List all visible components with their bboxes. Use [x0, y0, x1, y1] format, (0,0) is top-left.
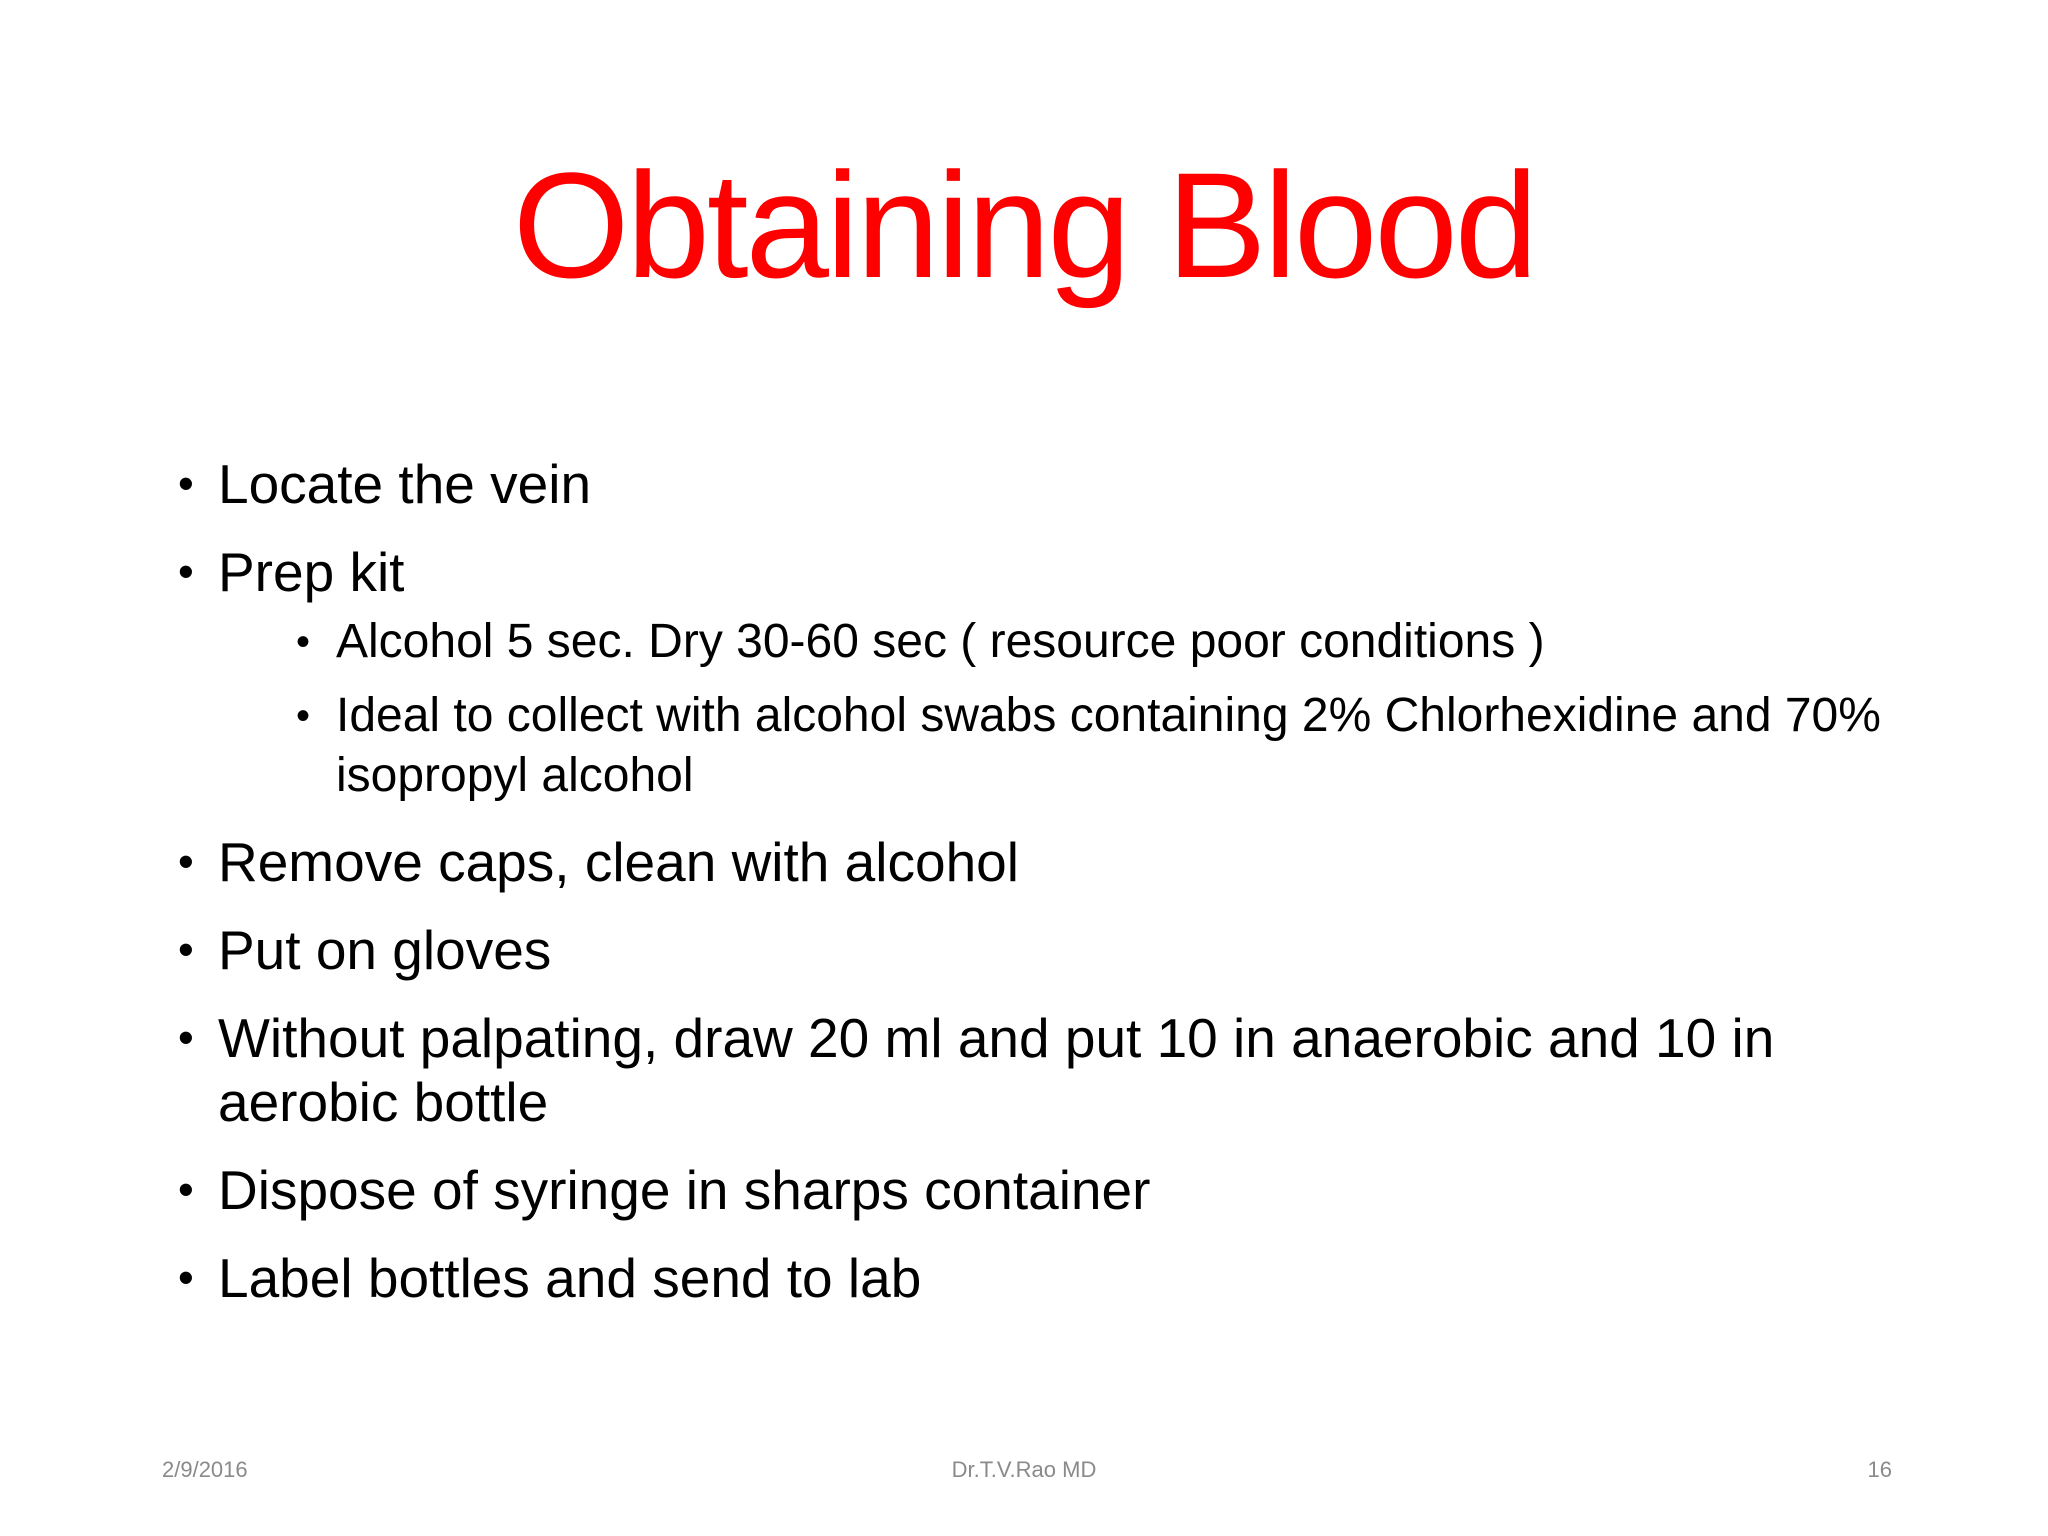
bullet-item-prep-kit [178, 540, 1898, 806]
bullet-icon: • [178, 458, 194, 509]
bullet-icon: • [178, 1252, 194, 1303]
sub-bullet-item-swabs [296, 686, 1898, 806]
sub-bullet-icon: • [296, 694, 311, 738]
bullet-item-draw-blood [178, 1006, 1898, 1134]
bullet-item-locate-vein [178, 452, 1898, 516]
bullet-icon: • [178, 836, 194, 887]
bullet-icon: • [178, 924, 194, 975]
footer-author: Dr.T.V.Rao MD [951, 1457, 1097, 1482]
sub-bullet-item-alcohol [296, 612, 1898, 672]
bullet-text: Put on gloves [218, 919, 552, 981]
sub-bullet-text: Ideal to collect with alcohol swabs containing 2% Chlorhexidine and 70% isopropyl alcohol [336, 689, 1881, 802]
bullet-text: Without palpating, draw 20 ml and put 10 in anaerobic and 10 in aerobic bottle [218, 1007, 1775, 1133]
bullet-list [178, 452, 1898, 1334]
footer-page-number: 16 [1867, 1457, 1892, 1482]
sub-bullet-icon: • [296, 620, 311, 664]
slide-title: Obtaining Blood [512, 141, 1536, 309]
bullet-text: Locate the vein [218, 453, 592, 515]
sub-bullet-list [296, 612, 1898, 806]
bullet-item-dispose-syringe [178, 1158, 1898, 1222]
bullet-text: Label bottles and send to lab [218, 1247, 922, 1309]
bullet-text: Dispose of syringe in sharps container [218, 1159, 1151, 1221]
bullet-item-remove-caps [178, 830, 1898, 894]
bullet-text: Remove caps, clean with alcohol [218, 831, 1019, 893]
bullet-item-label-bottles [178, 1246, 1898, 1310]
sub-bullet-text: Alcohol 5 sec. Dry 30-60 sec ( resource poor conditions ) [336, 615, 1545, 668]
bullet-icon: • [178, 1164, 194, 1215]
footer-date: 2/9/2016 [162, 1457, 248, 1482]
bullet-icon: • [178, 1012, 194, 1063]
bullet-item-gloves [178, 918, 1898, 982]
bullet-text: Prep kit [218, 541, 405, 603]
bullet-icon: • [178, 546, 194, 597]
